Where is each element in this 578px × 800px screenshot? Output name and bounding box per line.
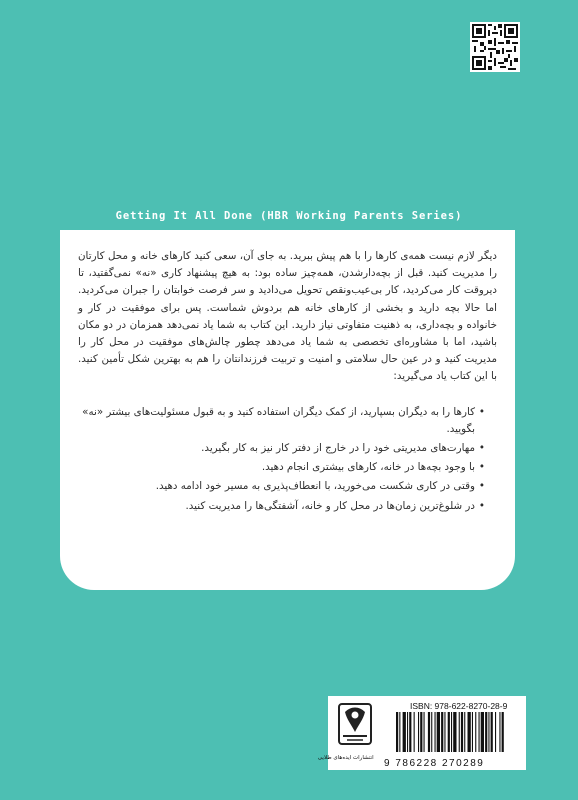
- description-card: [60, 230, 515, 590]
- list-item: • کارها را به دیگران بسپارید، از کمک دیگران استفاده کنید و به قبول مسئولیت‌های بیشتر «نه» بگویید.: [78, 404, 485, 438]
- list-item: • در شلوغ‌ترین زمان‌ها در محل کار و خانه، آشفتگی‌ها را مدیریت کنید.: [78, 498, 485, 515]
- qr-code: [470, 22, 520, 72]
- barcode-block: [382, 700, 522, 768]
- barcode-number: 9 786228 270289: [384, 758, 485, 769]
- publisher-name: انتشارات ایده‌های طلایی: [317, 754, 374, 761]
- book-description: دیگر لازم نیست همه‌ی کارها را با هم پیش ببرید. به جای آن، سعی کنید کارهای خانه و محل کارتان را مدیریت کنید. قبل از بچه‌دارشدن، همه‌چیز ساده بود: به هیچ پیشنهاد کاری «نه» نمی‌گفتید، تا دیروقت کار می‌کردید، کار بی‌عیب‌ونقص تحویل می‌دادید و سر فرصت خوابتان را جبران می‌کردید. اما حالا بچه دارید و بخشی از کارهای خانه هم بردوش شماست. پس برای موفقیت در کار و خانواده و بچه‌داری، به ذهنیت متفاوتی نیاز دارید. این کتاب به شما یاد نمی‌دهد همزمان در دو مکان باشید، اما با مشاوره‌ای تخصصی به شما یاد می‌دهد چطور چالش‌های موفقیت در محل کار را مدیریت کنید و در عین حال سلامتی و امنیت و تربیت فرزندانتان را هم به بهترین شکل تأمین کنید. با این کتاب یاد می‌گیرید:: [78, 250, 497, 383]
- isbn-label: ISBN: 978-622-8270-28-9: [410, 701, 508, 711]
- list-item: • مهارت‌های مدیریتی خود را در خارج از دفتر کار نیز به کار بگیرید.: [78, 440, 485, 457]
- list-item: • وقتی در کاری شکست می‌خورید، با انعطاف‌پذیری به مسیر خود ادامه دهید.: [78, 478, 485, 495]
- barcode: [382, 712, 522, 754]
- publisher-logo: [317, 702, 377, 764]
- list-item: • با وجود بچه‌ها در خانه، کارهای بیشتری انجام دهید.: [78, 459, 485, 476]
- learning-points-list: [78, 404, 497, 515]
- series-title: Getting It All Done (HBR Working Parents Series): [115, 210, 463, 222]
